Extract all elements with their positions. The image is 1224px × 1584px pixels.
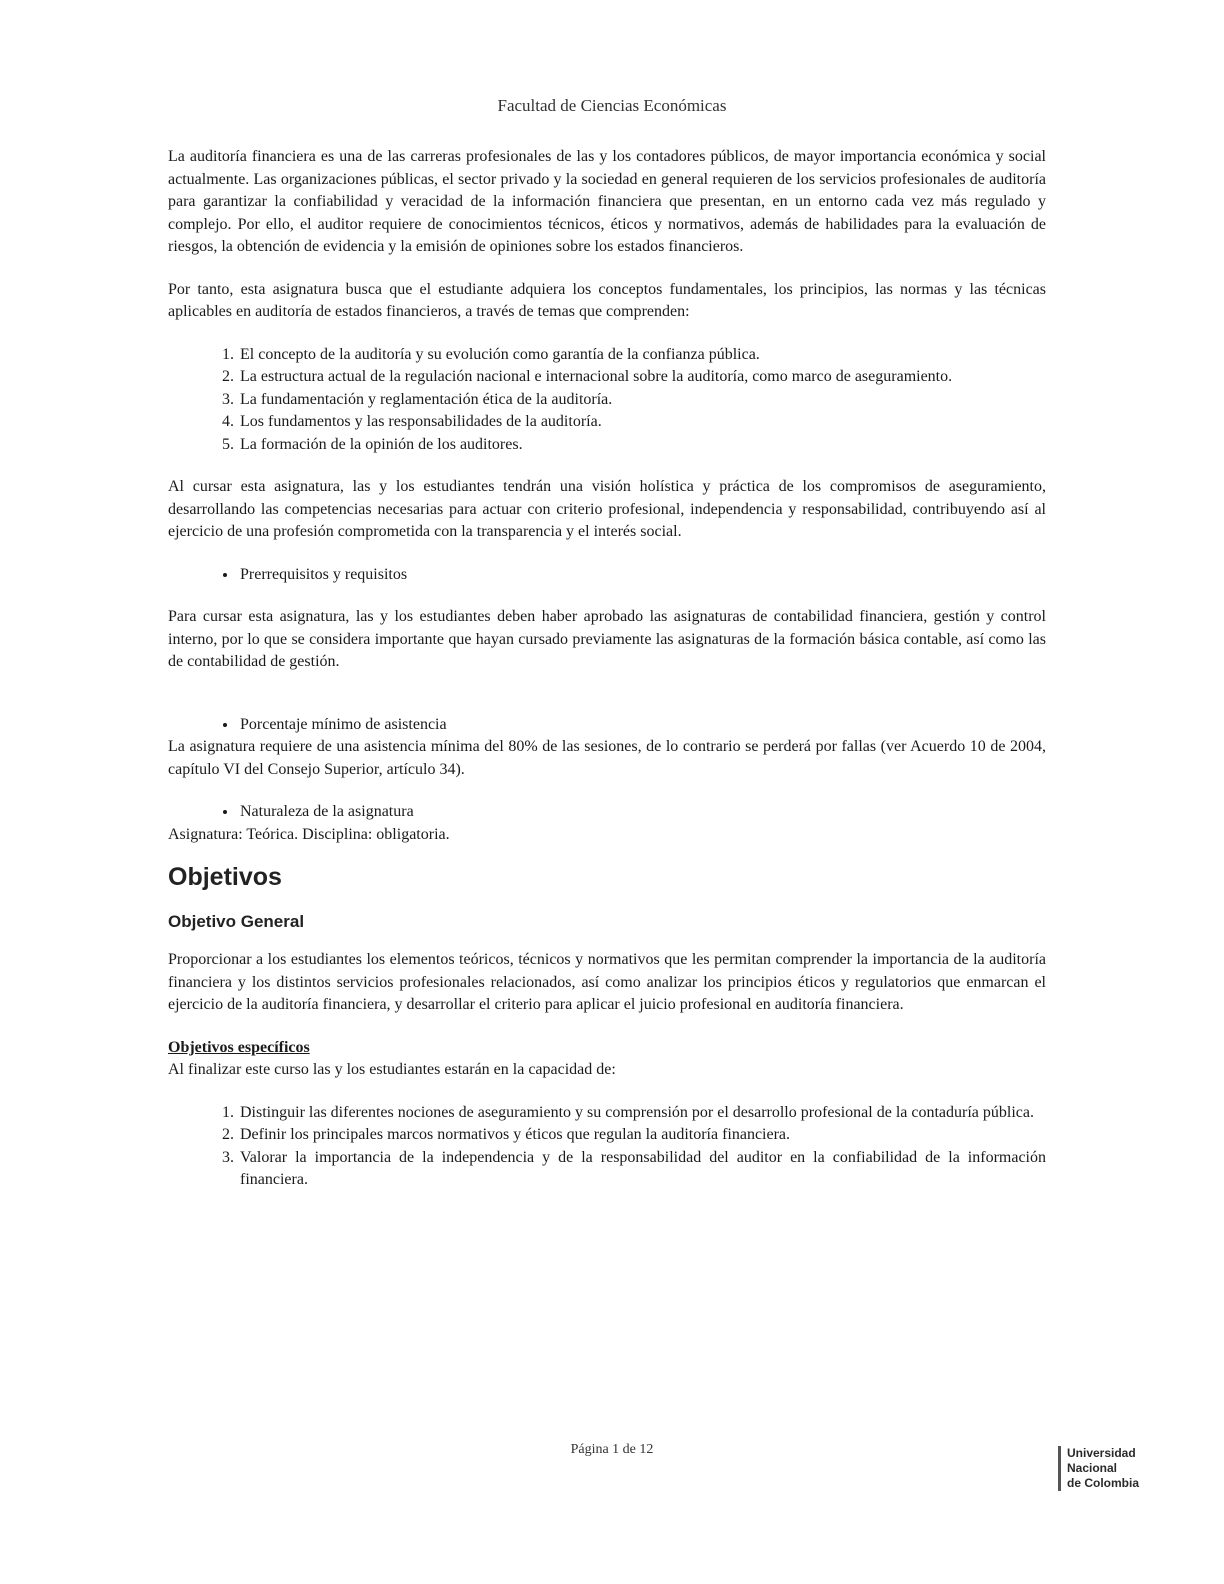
attendance-paragraph: La asignatura requiere de una asistencia mínima del 80% de las sesiones, de lo contrario se perderá por fallas (ver Acuerdo 10 de 2004, capítulo VI del Consejo Superior, artículo 34). bbox=[168, 738, 1046, 778]
list-item: 1. Distinguir las diferentes nociones de aseguramiento y su comprensión por el desarrollo profesional de la contaduría pública. bbox=[238, 1102, 1046, 1125]
logo-line: Universidad bbox=[1067, 1446, 1136, 1460]
university-logo bbox=[1058, 1446, 1177, 1491]
page-header: Facultad de Ciencias Económicas bbox=[497, 96, 727, 115]
specific-objectives-list bbox=[168, 1102, 1046, 1192]
list-item: • Porcentaje mínimo de asistencia bbox=[238, 714, 1046, 737]
general-objective-text: Proporcionar a los estudiantes los elementos teóricos, técnicos y normativos que les permitan comprender la importancia de la auditoría financiera y los distintos servicios profesionales relacionados, así como analizar los principios éticos y regulatorios que enmarcan el ejercicio de la auditoría financiera, y desarrollar el criterio para aplicar el juicio profesional en auditoría financiera. bbox=[168, 951, 1046, 1013]
objectives-heading: Objetivos bbox=[168, 863, 282, 891]
list-item: • Prerrequisitos y requisitos bbox=[238, 564, 1046, 587]
logo-line: Nacional bbox=[1067, 1461, 1118, 1475]
logo-line: de Colombia bbox=[1067, 1476, 1140, 1490]
topics-list bbox=[168, 344, 1046, 457]
list-item: 3. Valorar la importancia de la independencia y de la responsabilidad del auditor en la confiabilidad de la información financiera. bbox=[238, 1147, 1046, 1192]
intro-paragraph: La auditoría financiera es una de las carreras profesionales de las y los contadores públicos, de mayor importancia económica y social actualmente. Las organizaciones públicas, el sector privado y la sociedad en general requieren de los servicios profesionales de auditoría para garantizar la confiabilidad y veracidad de la información financiera que presentan, en un entorno cada vez más regulado y complejo. Por ello, el auditor requiere de conocimientos técnicos, éticos y normativos, además de habilidades para la evaluación de riesgos, la obtención de evidencia y la emisión de opiniones sobre los estados financieros. bbox=[168, 148, 1046, 255]
list-item: 4. Los fundamentos y las responsabilidades de la auditoría. bbox=[238, 411, 1046, 434]
nature-bullet bbox=[168, 801, 1046, 824]
description-paragraph: Por tanto, esta asignatura busca que el estudiante adquiera los conceptos fundamentales, los principios, las normas y las técnicas aplicables en auditoría de estados financieros, a través de temas que comprenden: bbox=[168, 280, 1046, 320]
specific-objectives-intro: Al finalizar este curso las y los estudiantes estarán en la capacidad de: bbox=[168, 1061, 616, 1078]
competencies-paragraph: Al cursar esta asignatura, las y los estudiantes tendrán una visión holística y práctica de los compromisos de aseguramiento, desarrollando las competencias necesarias para actuar con criterio profesional, independencia y responsabilidad, contribuyendo así al ejercicio de una profesión comprometida con la transparencia y el interés social. bbox=[168, 478, 1046, 540]
specific-objectives-heading: Objetivos específicos bbox=[168, 1038, 310, 1056]
list-item: 2. La estructura actual de la regulación nacional e internacional sobre la auditoría, como marco de aseguramiento. bbox=[238, 366, 1046, 389]
prerequisites-paragraph: Para cursar esta asignatura, las y los estudiantes deben haber aprobado las asignaturas de contabilidad financiera, gestión y control interno, por lo que se considera importante que hayan cursado previamente las asignaturas de la formación básica contable, así como las de contabilidad de gestión. bbox=[168, 608, 1046, 670]
spacer bbox=[168, 694, 1046, 714]
list-item: 3. La fundamentación y reglamentación ética de la auditoría. bbox=[238, 389, 1046, 412]
page-number: Página 1 de 12 bbox=[570, 1442, 654, 1457]
prerequisites-bullet bbox=[168, 564, 1046, 587]
nature-paragraph: Asignatura: Teórica. Disciplina: obligatoria. bbox=[168, 825, 450, 843]
document-body bbox=[168, 146, 1046, 1212]
general-objective-heading: Objetivo General bbox=[168, 911, 305, 931]
list-item: 2. Definir los principales marcos normativos y éticos que regulan la auditoría financiera. bbox=[238, 1124, 1046, 1147]
attendance-bullet bbox=[168, 714, 1046, 737]
list-item: 1. El concepto de la auditoría y su evolución como garantía de la confianza pública. bbox=[238, 344, 1046, 367]
list-item: 5. La formación de la opinión de los auditores. bbox=[238, 434, 1046, 457]
list-item: • Naturaleza de la asignatura bbox=[238, 801, 1046, 824]
